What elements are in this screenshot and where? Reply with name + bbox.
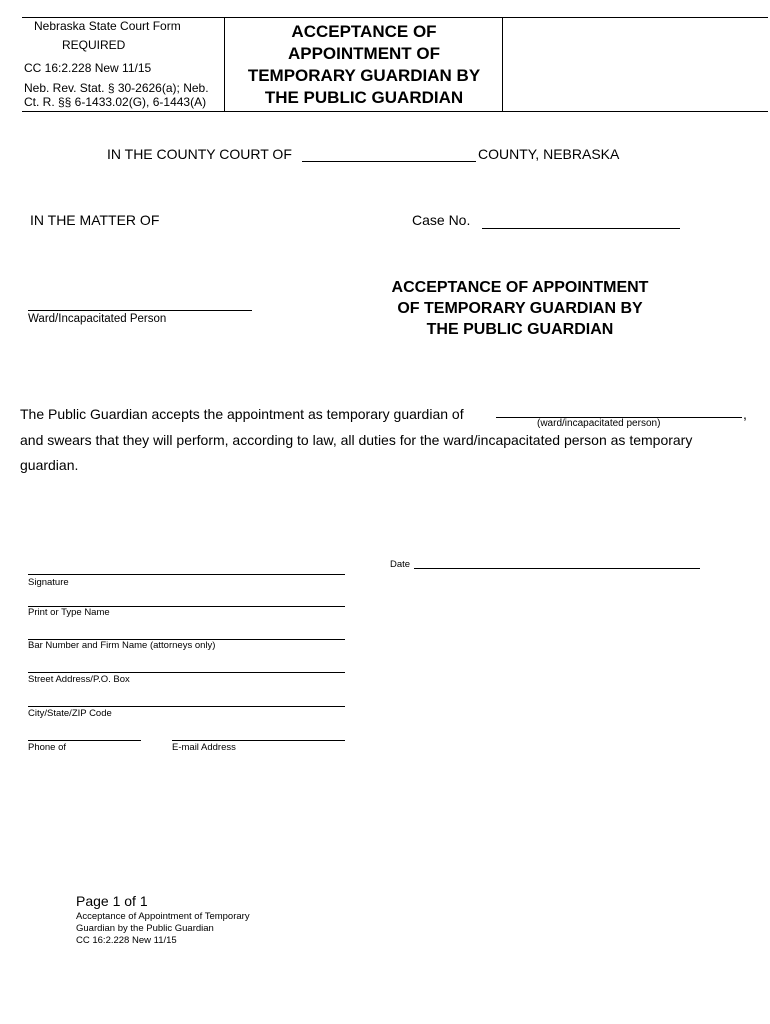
city-line[interactable] <box>28 706 345 707</box>
ward-blank-label: (ward/incapacitated person) <box>537 418 661 429</box>
signature-line[interactable] <box>28 574 345 575</box>
court-prefix: IN THE COUNTY COURT OF <box>107 146 292 162</box>
body-line-3: guardian. <box>20 457 79 473</box>
date-label: Date <box>390 559 411 570</box>
statute-line-2: Ct. R. §§ 6-1433.02(G), 6-1443(A) <box>24 95 207 109</box>
case-no-label: Case No. <box>412 212 471 228</box>
footer-line-3: CC 16:2.228 New 11/15 <box>76 935 177 946</box>
header-title <box>225 21 503 109</box>
header-title-line-2: APPOINTMENT OF <box>287 44 441 63</box>
body-line-1: The Public Guardian accepts the appointment as temporary guardian of <box>20 406 464 422</box>
body-line-1-comma: , <box>743 406 747 422</box>
phone-label: Phone of <box>28 742 67 753</box>
email-line[interactable] <box>172 740 345 741</box>
form-number: CC 16:2.228 New 11/15 <box>24 61 152 75</box>
ward-name-blank[interactable] <box>28 310 252 311</box>
document-title-line-1: ACCEPTANCE OF APPOINTMENT <box>391 279 649 296</box>
county-blank[interactable] <box>302 161 476 162</box>
footer-line-1: Acceptance of Appointment of Temporary <box>76 911 250 922</box>
page-number: Page 1 of 1 <box>76 893 148 909</box>
city-label: City/State/ZIP Code <box>28 708 112 719</box>
bar-number-label: Bar Number and Firm Name (attorneys only) <box>28 640 216 651</box>
phone-line[interactable] <box>28 740 141 741</box>
document-title <box>370 277 670 340</box>
header-bottom-rule <box>22 111 768 112</box>
header-top-rule <box>22 17 768 18</box>
body-line-2: and swears that they will perform, according to law, all duties for the ward/incapacitated person as temporary <box>20 432 693 448</box>
in-the-matter-of: IN THE MATTER OF <box>30 212 160 228</box>
print-name-label: Print or Type Name <box>28 607 110 618</box>
header-title-line-1: ACCEPTANCE OF <box>291 22 437 41</box>
footer-line-2: Guardian by the Public Guardian <box>76 923 214 934</box>
header-title-line-4: THE PUBLIC GUARDIAN <box>264 88 464 107</box>
statute-line-1: Neb. Rev. Stat. § 30-2626(a); Neb. <box>24 81 209 95</box>
date-blank[interactable] <box>414 568 700 569</box>
case-no-blank[interactable] <box>482 228 680 229</box>
ward-label: Ward/Incapacitated Person <box>28 313 167 325</box>
street-line[interactable] <box>28 672 345 673</box>
document-title-line-3: THE PUBLIC GUARDIAN <box>426 321 614 338</box>
header-title-line-3: TEMPORARY GUARDIAN BY <box>247 66 481 85</box>
required-label: REQUIRED <box>62 38 126 52</box>
document-title-line-2: OF TEMPORARY GUARDIAN BY <box>397 300 643 317</box>
email-label: E-mail Address <box>172 742 236 753</box>
form-source: Nebraska State Court Form <box>34 19 181 33</box>
signature-label: Signature <box>28 577 69 588</box>
footer-text <box>76 911 250 947</box>
court-suffix: COUNTY, NEBRASKA <box>478 146 620 162</box>
street-label: Street Address/P.O. Box <box>28 674 130 685</box>
